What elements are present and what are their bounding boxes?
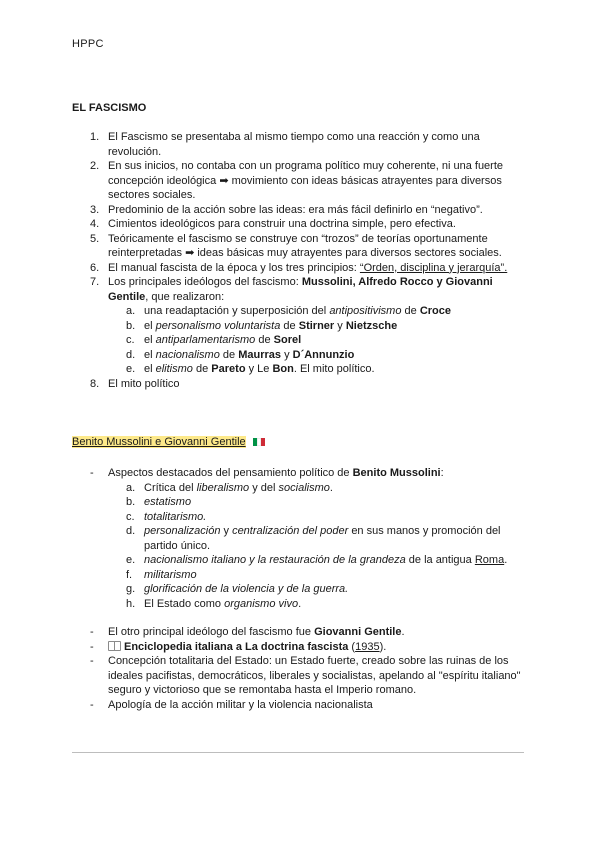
bullet-item: - El otro principal ideólogo del fascismo fue Giovanni Gentile. xyxy=(90,626,405,638)
quote-link[interactable]: “Orden, disciplina y jerarquía”. xyxy=(359,261,508,274)
sub-list-item: f. militarismo xyxy=(126,568,197,581)
right-arrow-icon: ➡ xyxy=(185,247,195,259)
numbered-list xyxy=(72,130,532,391)
sub-list-item: a. Crítica del liberalismo y del socialismo. xyxy=(126,481,333,494)
section-heading xyxy=(72,436,265,448)
sub-list-item: c. el antiparlamentarismo de Sorel xyxy=(126,334,302,346)
sub-list-item: e. nacionalismo italiano y la restauración de la grandeza de la antigua Roma. xyxy=(126,554,508,566)
list-item: 5. Teóricamente el fascismo se construye con “trozos” de teorías oportunamente reinterpretadas ➡ ideas básicas muy atrayentes para diversos sectores sociales. xyxy=(90,232,502,259)
list-item: 2. En sus inicios, no contaba con un programa político muy coherente, ni una fuerte concepción ideológica ➡ movimiento con ideas básicas atrayentes para diversos sectores sociales. xyxy=(90,160,504,201)
spacer xyxy=(72,611,532,625)
page-header: HPPC xyxy=(72,38,104,50)
bullet-item: - Concepción totalitaria del Estado: un Estado fuerte, creado sobre las ruinas de los ideales pacifistas, democráticos, liberales y socialistas, apelando al "espíritu italiano" seguro y victorioso que se remontaba hasta el Imperio romano. xyxy=(90,655,521,696)
sub-list-item: d. personalización y centralización del poder en sus manos y promoción del partido único. xyxy=(126,525,501,552)
horizontal-divider xyxy=(72,752,524,753)
list-item: 8. El mito político xyxy=(90,377,180,390)
sub-list-item: b. estatismo xyxy=(126,496,192,508)
sub-list-item: e. el elitismo de Pareto y Le Bon. El mito político. xyxy=(126,363,375,375)
bullet-item: - Aspectos destacados del pensamiento político de Benito Mussolini: xyxy=(90,467,444,479)
sub-list-item: d. el nacionalismo de Maurras y D´Annunzio xyxy=(126,348,355,361)
bullet-list xyxy=(72,466,532,712)
sub-list-item: a. una readaptación y superposición del antipositivismo de Croce xyxy=(126,305,452,317)
flag-stripe-red xyxy=(261,438,265,446)
italy-flag-icon xyxy=(253,437,265,445)
list-item: 4. Cimientos ideológicos para construir una doctrina simple, pero efectiva. xyxy=(90,218,456,230)
year-link[interactable]: 1935 xyxy=(355,640,380,653)
right-arrow-icon: ➡ xyxy=(219,174,229,187)
roma-link[interactable]: Roma xyxy=(474,554,505,566)
sub-list-item: g. glorificación de la violencia y de la guerra. xyxy=(126,583,349,595)
sub-list-item: b. el personalismo voluntarista de Stirner y Nietzsche xyxy=(126,319,398,332)
section-title: EL FASCISMO xyxy=(72,102,147,114)
list-item: 7. Los principales ideólogos del fascismo: Mussolini, Alfredo Rocco y Giovanni Gentile, que realizaron: xyxy=(90,276,493,303)
list-item: 3. Predominio de la acción sobre las ideas: era más fácil definirlo en “negativo”. xyxy=(90,203,483,216)
bullet-item: - Apología de la acción militar y la violencia nacionalista xyxy=(90,698,373,711)
section-heading-link[interactable]: Benito Mussolini e Giovanni Gentile xyxy=(72,436,246,448)
sub-list-item: h. El Estado como organismo vivo. xyxy=(126,597,302,610)
list-item: 1. El Fascismo se presentaba al mismo tiempo como una reacción y como una revolución. xyxy=(90,131,480,158)
book-icon xyxy=(108,641,121,651)
list-item: 6. El manual fascista de la época y los tres principios: “Orden, disciplina y jerarquía”. xyxy=(90,261,508,274)
sub-list-item: c. totalitarismo. xyxy=(126,510,207,523)
bullet-item: - Enciclopedia italiana a La doctrina fascista (1935). xyxy=(90,640,387,653)
